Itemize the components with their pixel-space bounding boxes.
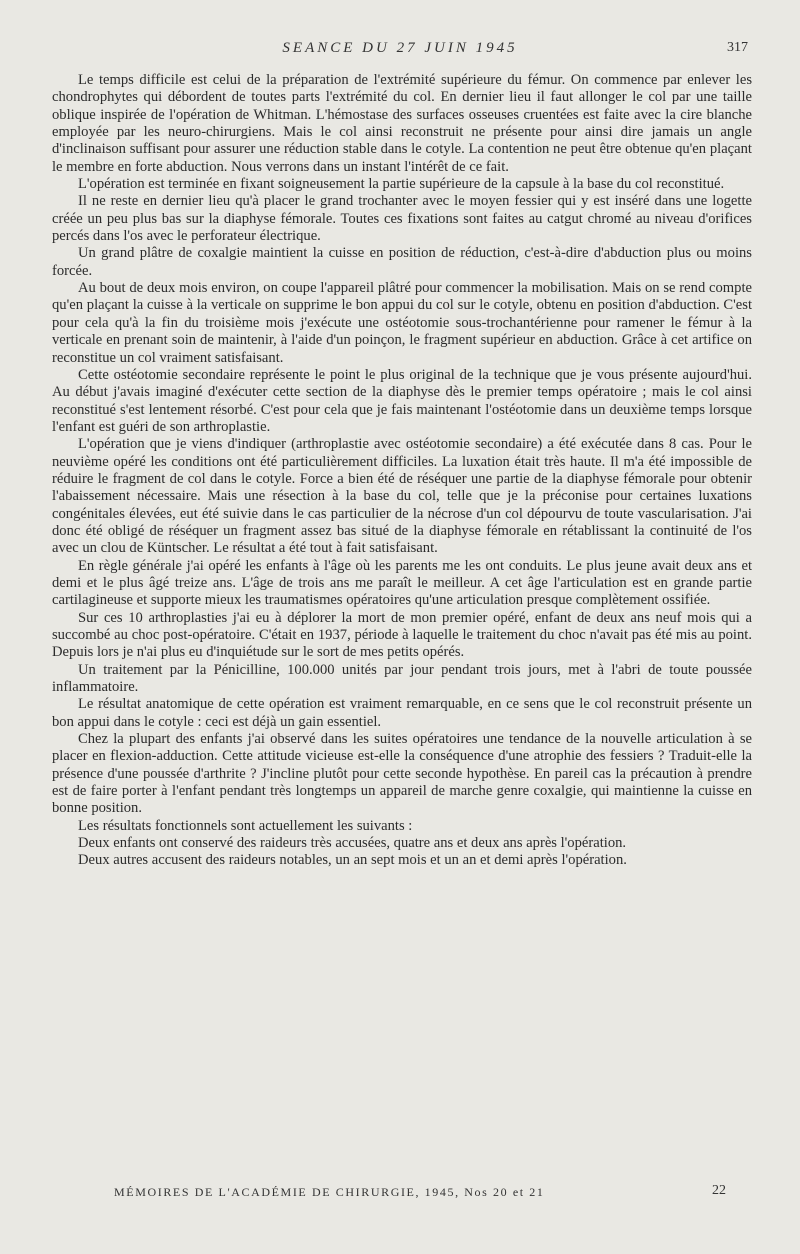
paragraph: Chez la plupart des enfants j'ai observé dans les suites opératoires une tendance de la nouvelle articulation à se placer en flexion-adduction. Cette attitude vicieuse est-elle la conséquence d'une atrophie des fessiers ? Traduit-elle la présence d'une poussée d'arthrite ? J'incline plutôt pour cette seconde hypothèse. En pareil cas la précaution à prendre est de faire porter à l'enfant pendant très longtemps un appareil de marche genre coxalgie, qui maintienne la cuisse en bonne position. <box>52 731 752 817</box>
paragraph: Le temps difficile est celui de la préparation de l'extrémité supérieure du fémur. On commence par enlever les chondrophytes qui débordent de toutes parts l'extrémité du col. En dernier lieu il faut allonger le col par une taille oblique inspirée de l'opération de Whitman. L'hémostase des surfaces osseuses cruentées est faite avec la cire blanche employée par les neuro-chirurgiens. Mais le col ainsi reconstruit ne présente pour ainsi dire jamais un angle d'inclinaison suffisant pour assurer une réduction stable dans le cotyle. La contention ne peut être obtenue qu'en plaçant le membre en forte abduction. Nous verrons dans un instant l'intérêt de ce fait. <box>52 72 752 175</box>
paragraph: Un grand plâtre de coxalgie maintient la cuisse en position de réduction, c'est-à-dire d'abduction plus ou moins forcée. <box>52 245 752 279</box>
page-footer <box>52 1183 748 1205</box>
paragraph: Un traitement par la Pénicilline, 100.000 unités par jour pendant trois jours, met à l'abri de toute poussée inflammatoire. <box>52 661 752 696</box>
paragraph: L'opération que je viens d'indiquer (arthroplastie avec ostéotomie secondaire) a été exécutée dans 8 cas. Pour le neuvième opéré les conditions ont été particulièrement difficiles. La luxation était très haute. Il m'a été impossible de réduire le fragment de col dans le cotyle. Force a bien été de réséquer une partie de la diaphyse fémorale pour obtenir l'abaissement nécessaire. Mais une résection à la base du col, telle que je la préconise pour certaines luxations congénitales élevées, eut été suivie dans le cas particulier de la nécrose d'un col dépourvu de toute vascularisation. J'ai donc été obligé de réséquer un fragment assez bas situé de la diaphyse fémorale en rétablissant la continuité de l'os avec un clou de Küntscher. Le résultat a été tout à fait satisfaisant. <box>52 436 752 557</box>
paragraph: Sur ces 10 arthroplasties j'ai eu à déplorer la mort de mon premier opéré, enfant de deux ans neuf mois qui a succombé au choc post-opératoire. C'était en 1937, période à laquelle le traitement du choc n'avait pas été mis au point. Depuis lors je n'ai plus eu d'inquiétude sur le sort de mes petits opérés. <box>52 609 752 661</box>
paragraph: L'opération est terminée en fixant soigneusement la partie supérieure de la capsule à la base du col reconstitué. <box>78 176 725 193</box>
body-text <box>52 72 752 870</box>
page-number: 317 <box>727 40 748 55</box>
paragraph: Deux enfants ont conservé des raideurs très accusées, quatre ans et deux ans après l'opération. <box>78 835 627 852</box>
paragraph: Les résultats fonctionnels sont actuellement les suivants : <box>78 817 413 834</box>
running-head <box>52 40 748 64</box>
paragraph: Il ne reste en dernier lieu qu'à placer le grand trochanter avec le moyen fessier qui y est inséré dans une logette créée un peu plus bas sur la diaphyse fémorale. Toutes ces fixations sont faites au catgut chromé au niveau d'orifices percés dans l'os avec le perforateur électrique. <box>52 193 752 245</box>
sheet-number: 22 <box>712 1183 726 1198</box>
running-title: SEANCE DU 27 JUIN 1945 <box>282 40 518 56</box>
paragraph: Le résultat anatomique de cette opération est vraiment remarquable, en ce sens que le col reconstruit présente un bon appui dans le cotyle : ceci est déjà un gain essentiel. <box>52 696 752 730</box>
paragraph: En règle générale j'ai opéré les enfants à l'âge où les parents me les ont conduits. Le plus jeune avait deux ans et demi et le plus âgé treize ans. L'âge de trois ans me paraît le meilleur. A cet âge l'articulation est en grande partie cartilagineuse et supporte mieux les traumatismes opératoires qu'une articulation presque complètement ossifiée. <box>52 557 752 609</box>
paragraph: Cette ostéotomie secondaire représente le point le plus original de la technique que je vous présente aujourd'hui. Au début j'avais imaginé d'exécuter cette section de la diaphyse dès le premier temps opératoire ; mais le col ainsi reconstitué s'est lentement résorbé. C'est pour cela que je fais maintenant l'ostéotomie dans un deuxième temps lorsque l'enfant est guéri de son arthroplastie. <box>52 366 752 435</box>
paragraph: Deux autres accusent des raideurs notables, un an sept mois et un an et demi après l'opération. <box>78 852 627 869</box>
paragraph: Au bout de deux mois environ, on coupe l'appareil plâtré pour commencer la mobilisation. Mais on se rend compte qu'en plaçant la cuisse à la verticale on supprime le bon appui du col sur le cotyle, obtenu en position d'abduction. C'est pour cela qu'à la fin du troisième mois j'exécute une ostéotomie sous-trochantérienne pour ramener le fémur à la verticale en prenant soin de maintenir, à l'aide d'un poinçon, le fragment supérieur en abduction. Grâce à cet artifice on reconstitue un col vraiment satisfaisant. <box>52 280 752 366</box>
journal-citation: MÉMOIRES DE L'ACADÉMIE DE CHIRURGIE, 1945, Nos 20 et 21 <box>114 1185 545 1199</box>
